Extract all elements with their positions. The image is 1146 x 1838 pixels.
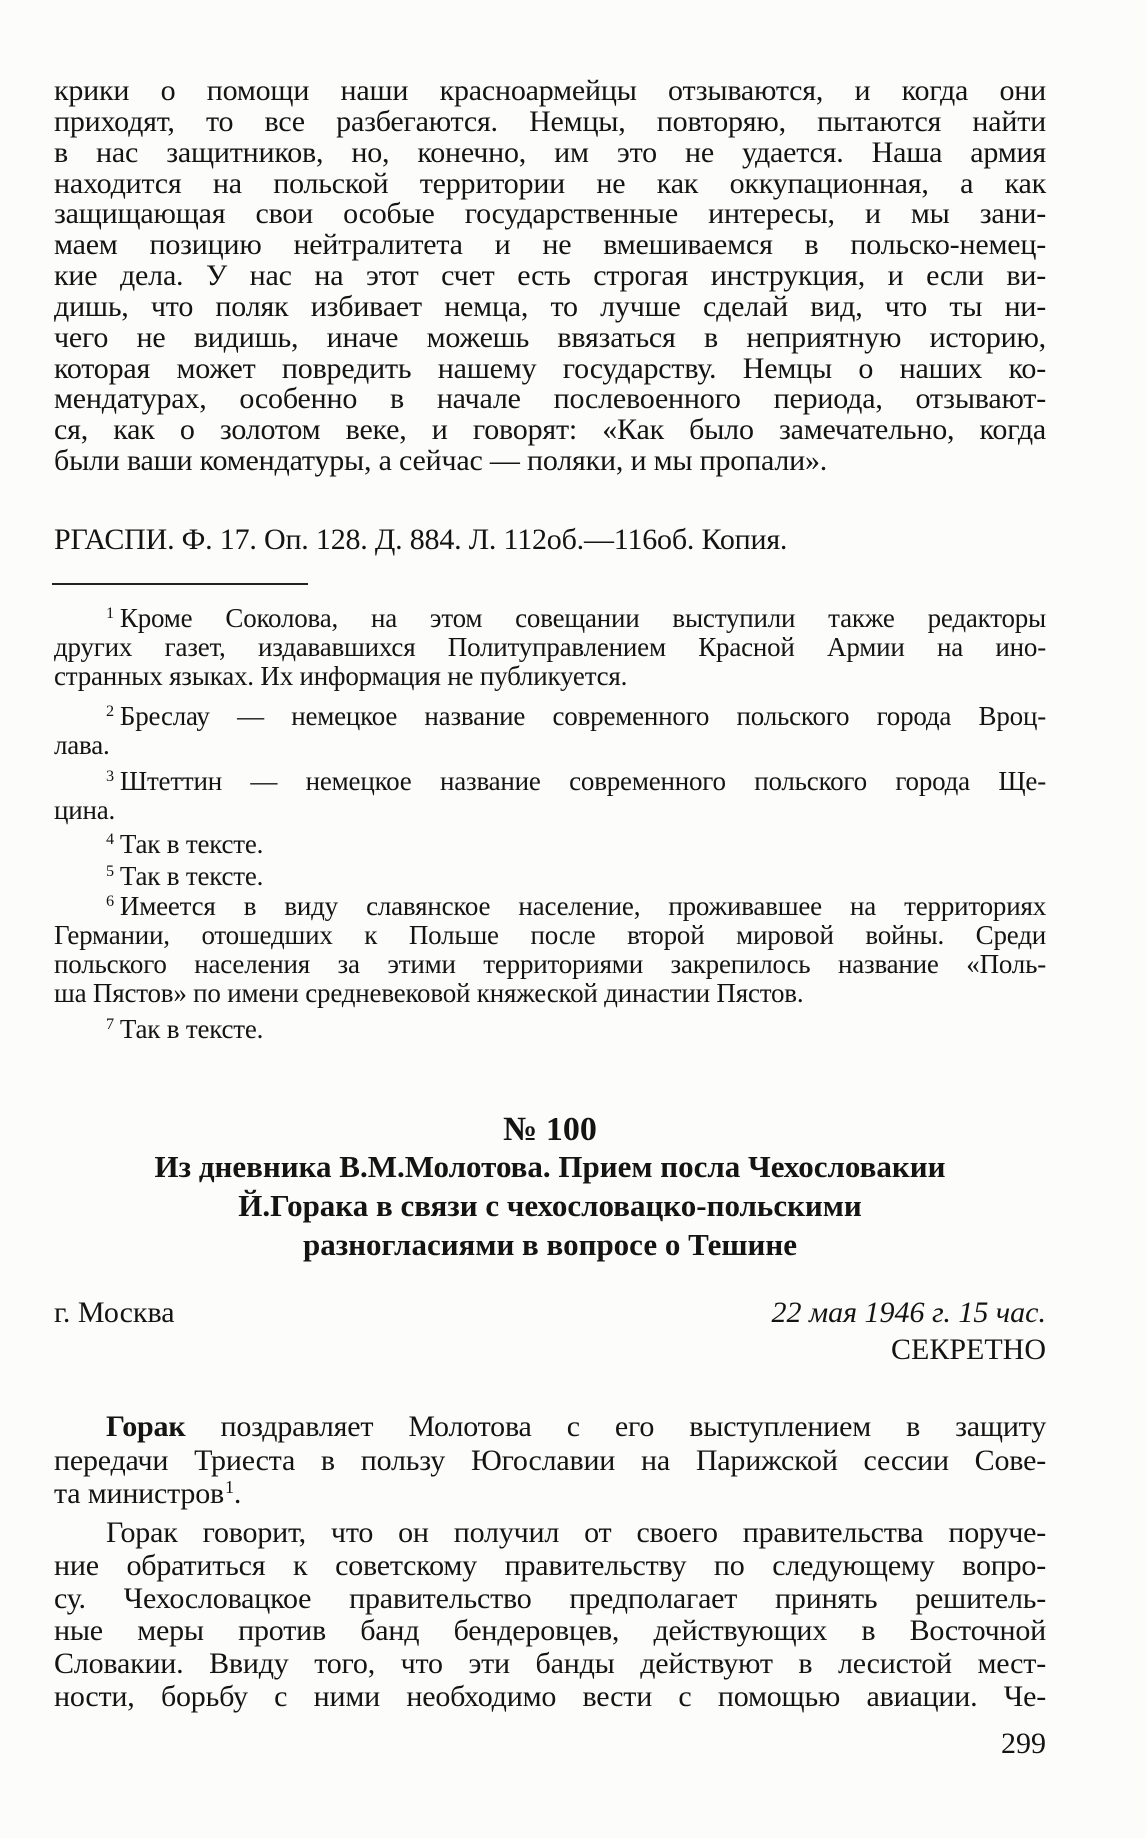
- text-line: передачи Триеста в пользу Югославии на Парижской сессии Сове-: [54, 1443, 1046, 1477]
- footnote-divider: [52, 583, 308, 585]
- document-number: № 100: [503, 1111, 597, 1148]
- text-line: ся, как о золотом веке, и говорят: «Как было замечательно, когда: [54, 413, 1046, 447]
- footnote-4: [54, 830, 1046, 859]
- footnote-5: [54, 862, 1046, 891]
- title-line: Из дневника В.М.Молотова. Прием посла Чехословакии: [154, 1149, 946, 1184]
- paragraph-1: [54, 1410, 1046, 1511]
- text-line: защищающая свои особые государственные интересы, и мы зани-: [54, 197, 1046, 231]
- footnote-text: Так в тексте.: [119, 829, 264, 859]
- title-line: разногласиями в вопросе о Тешине: [302, 1227, 797, 1262]
- text-line: ности, борьбу с ними необходимо вести с помощью авиации. Че-: [54, 1679, 1046, 1713]
- classification-stamp: СЕКРЕТНО: [890, 1333, 1046, 1366]
- text-line: Горак говорит, что он получил от своего правительства поруче-: [106, 1516, 1046, 1549]
- text-line: ние обратиться к советскому правительству по следующему вопро-: [54, 1548, 1046, 1582]
- text-line: приходят, то все разбегаются. Немцы, повторяю, пытаются найти: [54, 104, 1046, 138]
- text-line: су. Чехословацкое правительство предполагает принять решитель-: [54, 1581, 1046, 1615]
- text-line: были ваши комендатуры, а сейчас — поляки, и мы пропали».: [54, 444, 828, 478]
- footnote-text: Так в тексте.: [119, 861, 264, 891]
- text-fragment: .: [233, 1477, 242, 1510]
- footnote-number: 4: [106, 830, 114, 849]
- footnote-7: [54, 1015, 1046, 1044]
- archive-source: РГАСПИ. Ф. 17. Оп. 128. Д. 884. Л. 112об.—116об. Копия.: [54, 523, 788, 556]
- footnote-text: ша Пястов» по имени средневековой княжеской династии Пястов.: [54, 978, 804, 1008]
- footnote-text: Так в тексте.: [119, 1014, 264, 1044]
- title-line: Й.Горака в связи с чехословацко-польскими: [238, 1188, 862, 1223]
- text-line: кие дела. У нас на этот счет есть строгая инструкция, и если ви-: [54, 259, 1046, 293]
- footnote-text: Имеется в виду славянское население, проживавшее на территориях: [119, 891, 1046, 921]
- text-line: мендатурах, особенно в начале послевоенного периода, отзывают-: [54, 382, 1046, 416]
- footnote-text: польского населения за этими территориями закрепилось название «Поль-: [54, 949, 1046, 979]
- footnote-text: других газет, издававшихся Политуправлением Красной Армии на ино-: [54, 632, 1046, 662]
- footnote-number: 5: [106, 862, 114, 881]
- footnote-3: [54, 767, 1046, 825]
- footnote-number: 7: [106, 1015, 114, 1034]
- paragraph-2: [54, 1517, 1046, 1714]
- text-line: которая может повредить нашему государству. Немцы о наших ко-: [54, 351, 1046, 385]
- footnote-number: 6: [106, 892, 114, 911]
- footnote-1: [54, 604, 1046, 691]
- text-line: Словакии. Ввиду того, что эти банды действуют в лесистой мест-: [54, 1647, 1046, 1681]
- footnote-text: лава.: [54, 730, 110, 760]
- footnote-number: 1: [106, 604, 114, 623]
- page-number: 299: [1001, 1727, 1046, 1760]
- text-line: крики о помощи наши красноармейцы отзываются, и когда они: [54, 74, 1046, 107]
- text-line: ные меры против банд бендеровцев, действующих в Восточной: [54, 1614, 1046, 1648]
- text-line: в нас защитников, но, конечно, им это не удается. Наша армия: [54, 135, 1046, 169]
- document-place: г. Москва: [54, 1296, 175, 1329]
- footnote-text: цина.: [54, 795, 116, 825]
- text-line: дишь, что поляк избивает немца, то лучше сделай вид, что ты ни-: [54, 289, 1046, 323]
- text-line: маем позицию нейтралитета и не вмешиваемся в польско-немец-: [54, 228, 1046, 262]
- footnote-2: [54, 702, 1046, 760]
- speaker-name: Горак: [106, 1410, 186, 1443]
- footnote-text: странных языках. Их информация не публикуется.: [54, 661, 628, 691]
- document-meta: [54, 1297, 1046, 1329]
- footnote-text: Бреслау — немецкое название современного польского города Вроц-: [119, 701, 1046, 731]
- document-title: [54, 1147, 1046, 1264]
- text-line: находится на польской территории не как оккупационная, а как: [54, 166, 1046, 200]
- document-date: 22 мая 1946 г. 15 час.: [771, 1296, 1046, 1329]
- footnote-number: 2: [106, 702, 114, 721]
- footnote-6: [54, 892, 1046, 1008]
- footnote-text: Штеттин — немецкое название современного польского города Ще-: [119, 766, 1046, 796]
- text-fragment: та министров: [54, 1477, 224, 1510]
- footnote-text: Кроме Соколова, на этом совещании выступили также редакторы: [119, 603, 1046, 633]
- text-line: чего не видишь, иначе можешь ввязаться в неприятную историю,: [54, 320, 1046, 354]
- footnote-ref[interactable]: 1: [225, 1477, 234, 1498]
- footnote-text: Германии, отошедших к Польше после второй мировой войны. Среди: [54, 920, 1046, 950]
- footnote-number: 3: [106, 767, 114, 786]
- text-fragment: поздравляет Молотова с его выступлением в защиту: [185, 1410, 1046, 1443]
- body-text-top: [54, 76, 1046, 477]
